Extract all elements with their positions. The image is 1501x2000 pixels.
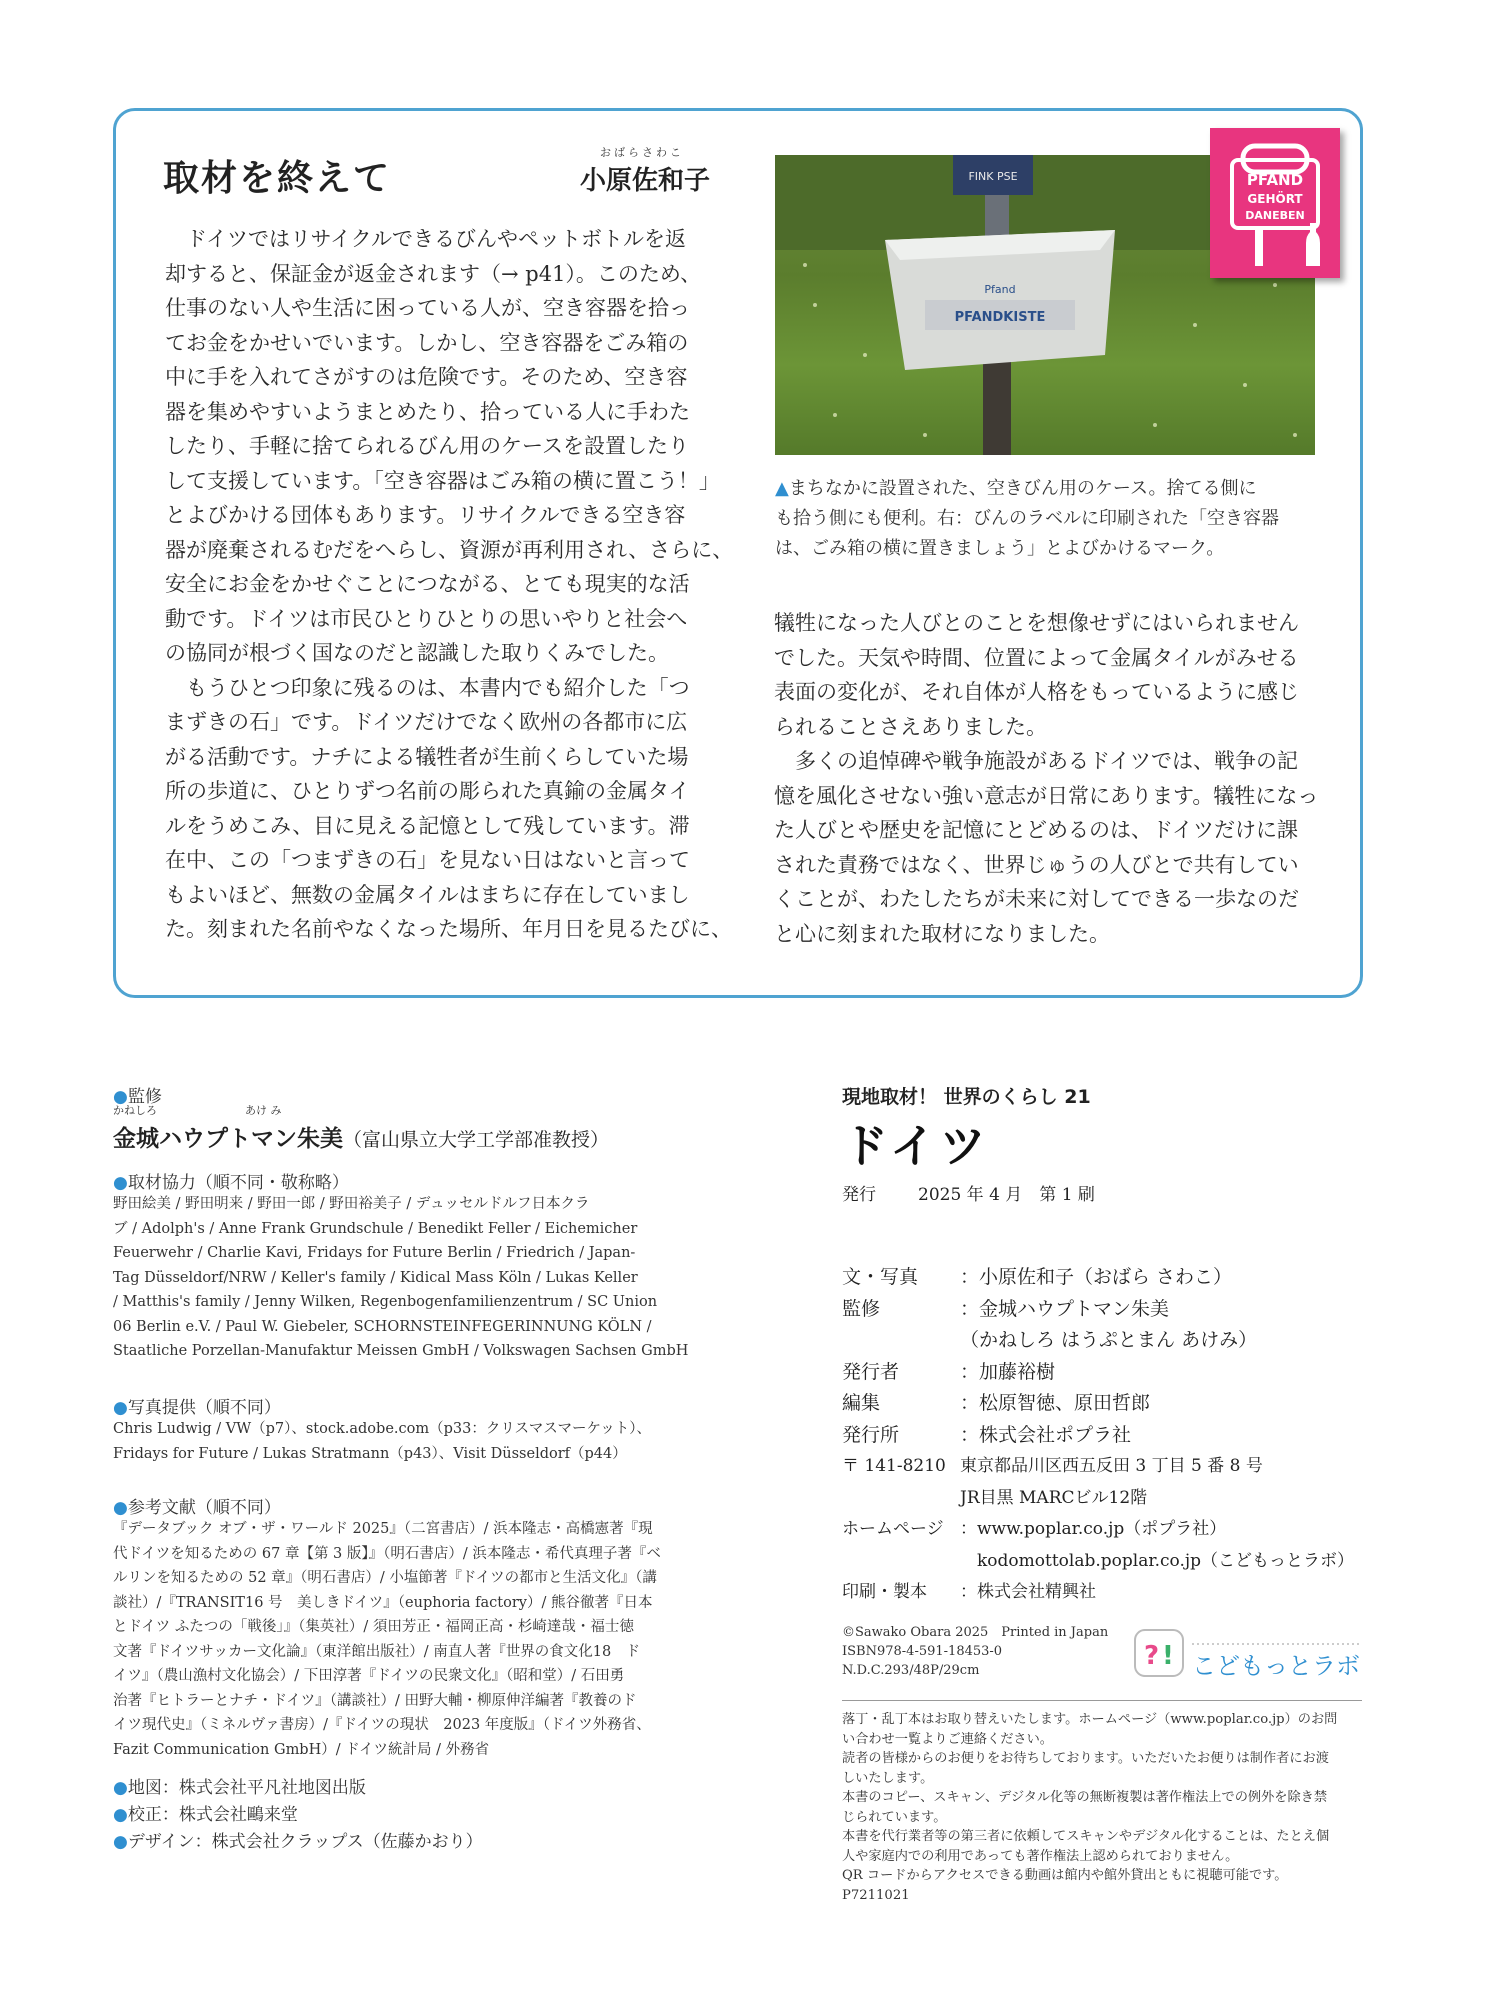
essay-author: 小原佐和子 xyxy=(580,166,711,196)
text-line: まずきの石」です。ドイツだけでなく欧州の各都市に広 xyxy=(165,710,688,734)
text-line: と心に刻まれた取材になりました。 xyxy=(774,921,1110,946)
series-title: 現地取材！ 世界のくらし 21 xyxy=(842,1086,1091,1108)
supervisor-affiliation: （富山県立大学工学部准教授） xyxy=(343,1129,610,1151)
cooperation-list: 野田絵美 / 野田明来 / 野田一郎 / 野田裕美子 / デュッセルドルフ日本クラ ブ / Adolph's / Anne Frank Grundschule / Benedikt Feller / Eichemicher Feuerwehr / Charlie Kavi, Fridays for Future Berlin / Friedrich / Japan- Tag Düsseldorf/NRW / Keller's family / Kidical Mass Köln / Lukas Keller / Matthis's family / Jenny Wilken, Regenbogenfamilienzentrum / SC Union 06 Berlin e.V. / Paul W. Giebeler, SCHORNSTEINFEGERINNUNG KÖLN / Staatliche Porzellan-Manufaktur Meissen GmbH / Volkswagen Sachsen GmbH xyxy=(113,1196,689,1359)
text-line: 却すると、保証金が返金されます（→ p41）。このため、 xyxy=(165,261,702,286)
mark-text-line: GEHÖRT xyxy=(1247,192,1303,206)
text-line: でした。天気や時間、位置によって金属タイルがみせる xyxy=(774,645,1299,670)
svg-text:?: ? xyxy=(1144,1641,1160,1671)
pfand-mark-illustration xyxy=(1210,128,1340,278)
photo-caption xyxy=(775,474,1320,564)
photos-list: Chris Ludwig / VW（p7）、stock.adobe.com（p33：クリスマスマーケット）、 Fridays for Future / Lukas Stratmann（p43）、Visit Düsseldorf（p44） xyxy=(113,1421,651,1462)
supervisor-ruby: かねしろ あけ み xyxy=(113,1104,282,1117)
photo-sign-text: FINK PSE xyxy=(968,170,1018,183)
photo-box-text: PFANDKISTE xyxy=(954,310,1046,325)
text-line: られることさえありました。 xyxy=(774,714,1047,739)
mark-text-line: PFAND xyxy=(1246,171,1304,189)
text-line: もうひとつ印象に残るのは、本書内でも紹介した「つ xyxy=(165,675,690,700)
cooperation-heading: ●取材協力（順不同・敬称略） xyxy=(113,1173,349,1193)
text-line: とよびかける団体もあります。リサイクルできる空き容 xyxy=(165,503,686,527)
supervisor-name: 金城ハウプトマン朱美 xyxy=(113,1125,343,1152)
text-line: 中に手を入れてさがすのは危険です。そのため、空き容 xyxy=(165,365,688,389)
copyright-block: ©Sawako Obara 2025 Printed in Japan ISBN978-4-591-18453-0 N.D.C.293/48P/29cm xyxy=(842,1625,1109,1678)
bullet-icon: ● xyxy=(113,1498,128,1518)
text-line: 犠牲になった人びとのことを想像せずにはいられません xyxy=(774,611,1299,635)
references-list: 『データブック オブ・ザ・ワールド 2025』（二宮書店）/ 浜本隆志・高橋憲著『現 代ドイツを知るための 67 章【第 3 版】』（明石書店）/ 浜本隆志・希代真理子著『ベ ルリンを知るための 52 章』（明石書店）/ 小塩節著『ドイツの都市と生活文化』（講 談社）/『TRANSIT16 号 美しきドイツ』（euphoria factory）/ 熊谷徹著『日本 とドイツ ふたつの「戦後」』（集英社）/ 須田芳正・福岡正高・杉崎達哉・福士徳 文著『ドイツサッカー文化論』（東洋館出版社）/ 南直人著『世界の食文化18 ド イツ』（農山漁村文化協会）/ 下田淳著『ドイツの民衆文化』（昭和堂）/ 石田勇 治著『ヒトラーとナチ・ドイツ』（講談社）/ 田野大輔・柳原伸洋編著『教養のド イツ現代史』（ミネルヴァ書房）/『ドイツの現状 2023 年度版』（ドイツ外務省、 Fazit Communication GmbH）/ ドイツ統計局 / 外務省 xyxy=(113,1521,661,1758)
text-line: がる活動です。ナチによる犠牲者が生前くらしていた場 xyxy=(165,744,689,769)
design-credit: ●デザイン：株式会社クラップス（佐藤かおり） xyxy=(113,1832,483,1852)
text-line: 器が廃棄されるむだをへらし、資源が再利用され、さらに、 xyxy=(165,537,734,562)
svg-text:!: ! xyxy=(1162,1641,1174,1671)
essay-column-left xyxy=(165,222,734,947)
text-line: ルをうめこみ、目に見える記憶として残しています。滞 xyxy=(165,813,690,838)
triangle-icon: ▲ xyxy=(775,478,789,499)
text-line: したり、手軽に捨てられるびん用のケースを設置したり xyxy=(165,434,689,458)
text-line: して支援しています。「空き容器はごみ箱の横に置こう！」 xyxy=(165,468,720,493)
photo-box-text: Pfand xyxy=(984,283,1016,296)
issue-info: 発行 2025 年 4 月 第 1 刷 xyxy=(842,1185,1095,1205)
essay-column-right xyxy=(774,606,1319,951)
supervision-heading: ●監修 xyxy=(113,1087,162,1107)
text-line: てお金をかせいでいます。しかし、空き容器をごみ箱の xyxy=(165,330,689,355)
caption-line: は、ごみ箱の横に置きましょう」とよびかけるマーク。 xyxy=(775,538,1225,559)
text-line: 動です。ドイツは市民ひとりひとりの思いやりと社会へ xyxy=(165,606,688,631)
colophon-credits: 文・写真 ：小原佐和子（おばら さわこ） 監修 ：金城ハウプトマン朱美 （かねしろ はうぷとまん あけみ） 発行者 ：加藤裕樹 編集 ：松原智徳、原田哲郎 発行所 ：株式会社ポプラ社 〒 141-8210 東京都品川区西五反田 3 丁目 5 番 8 号 JR目黒 MARCビル12階 ホームページ ：www.poplar.co.jp（ポプラ社） kodomottolab.poplar.co.jp（こどもっとラボ） 印刷・製本 ：株式会社精興社 xyxy=(842,1266,1355,1602)
caption-line: も拾う側にも便利。右：びんのラベルに印刷された「空き容器 xyxy=(775,508,1279,529)
text-line: ドイツではリサイクルできるびんやペットボトルを返 xyxy=(165,227,687,251)
references-heading: ●参考文献（順不同） xyxy=(113,1498,281,1518)
text-line: 憶を風化させない強い意志が日常にあります。犠牲になっ xyxy=(774,783,1319,808)
text-line: もよいほど、無数の金属タイルはまちに存在していまし xyxy=(165,882,690,907)
bullet-icon: ● xyxy=(113,1832,128,1852)
kodomotto-lab-logo xyxy=(1130,1622,1370,1696)
text-line: 仕事のない人や生活に困っている人が、空き容器を拾っ xyxy=(165,296,690,320)
map-credit: ●地図：株式会社平凡社地図出版 xyxy=(113,1778,366,1798)
text-line: 安全にお金をかせぐことにつながる、とても現実的な活 xyxy=(165,572,690,596)
bullet-icon: ● xyxy=(113,1087,128,1107)
book-title: ドイツ xyxy=(842,1119,990,1173)
text-line: た。刻まれた名前やなくなった場所、年月日を見るたびに、 xyxy=(165,917,732,941)
author-ruby: おばらさわこ xyxy=(600,146,684,159)
text-line: の協同が根づく国なのだと認識した取りくみでした。 xyxy=(165,641,669,665)
text-line: 表面の変化が、それ自体が人格をもっているように感じ xyxy=(774,680,1299,704)
bullet-icon: ● xyxy=(113,1805,128,1825)
bullet-icon: ● xyxy=(113,1778,128,1798)
text-line: た人びとや歴史を記憶にとどめるのは、ドイツだけに課 xyxy=(774,818,1298,842)
text-line: くことが、わたしたちが未来に対してできる一歩なのだ xyxy=(774,887,1299,911)
supervisor xyxy=(113,1120,609,1153)
pfand-mark xyxy=(1210,128,1340,278)
text-line: 器を集めやすいようまとめたり、拾っている人に手わた xyxy=(165,399,690,424)
text-line: 多くの追悼碑や戦争施設があるドイツでは、戦争の記 xyxy=(774,749,1298,773)
essay-title: 取材を終えて xyxy=(163,158,392,199)
bullet-icon: ● xyxy=(113,1398,128,1418)
photos-heading: ●写真提供（順不同） xyxy=(113,1398,281,1418)
text-line: 所の歩道に、ひとりずつ名前の彫られた真鍮の金属タイ xyxy=(165,779,690,803)
mark-text-line: DANEBEN xyxy=(1245,209,1305,222)
text-line: された責務ではなく、世界じゅうの人びとで共有してい xyxy=(774,852,1299,877)
divider xyxy=(842,1700,1362,1701)
text-line: 在中、この「つまずきの石」を見ない日はないと言って xyxy=(165,848,690,872)
legal-notice: 落丁・乱丁本はお取り替えいたします。ホームページ（www.poplar.co.jp）のお問 い合わせ一覧よりご連絡ください。 読者の皆様からのお便りをお待ちしております。いただいたお便りは制作者にお渡 しいたします。 本書のコピー、スキャン、デジタル化等の無断複製は著作権法上での例外を除き禁 じられています。 本書を代行業者等の第三者に依頼してスキャンやデジタル化することは、たとえ個 人や家庭内での利用であっても著作権法上認められておりません。 QR コードからアクセスできる動画は館内や館外貸出ともに視聴可能です。 P7211021 xyxy=(842,1712,1338,1903)
lab-logo-illustration xyxy=(1130,1622,1370,1692)
bullet-icon: ● xyxy=(113,1173,128,1193)
proof-credit: ●校正：株式会社鷗来堂 xyxy=(113,1805,298,1825)
caption-line: まちなかに設置された、空きびん用のケース。捨てる側に xyxy=(788,478,1257,499)
lab-name: こどもっとラボ xyxy=(1192,1652,1360,1680)
